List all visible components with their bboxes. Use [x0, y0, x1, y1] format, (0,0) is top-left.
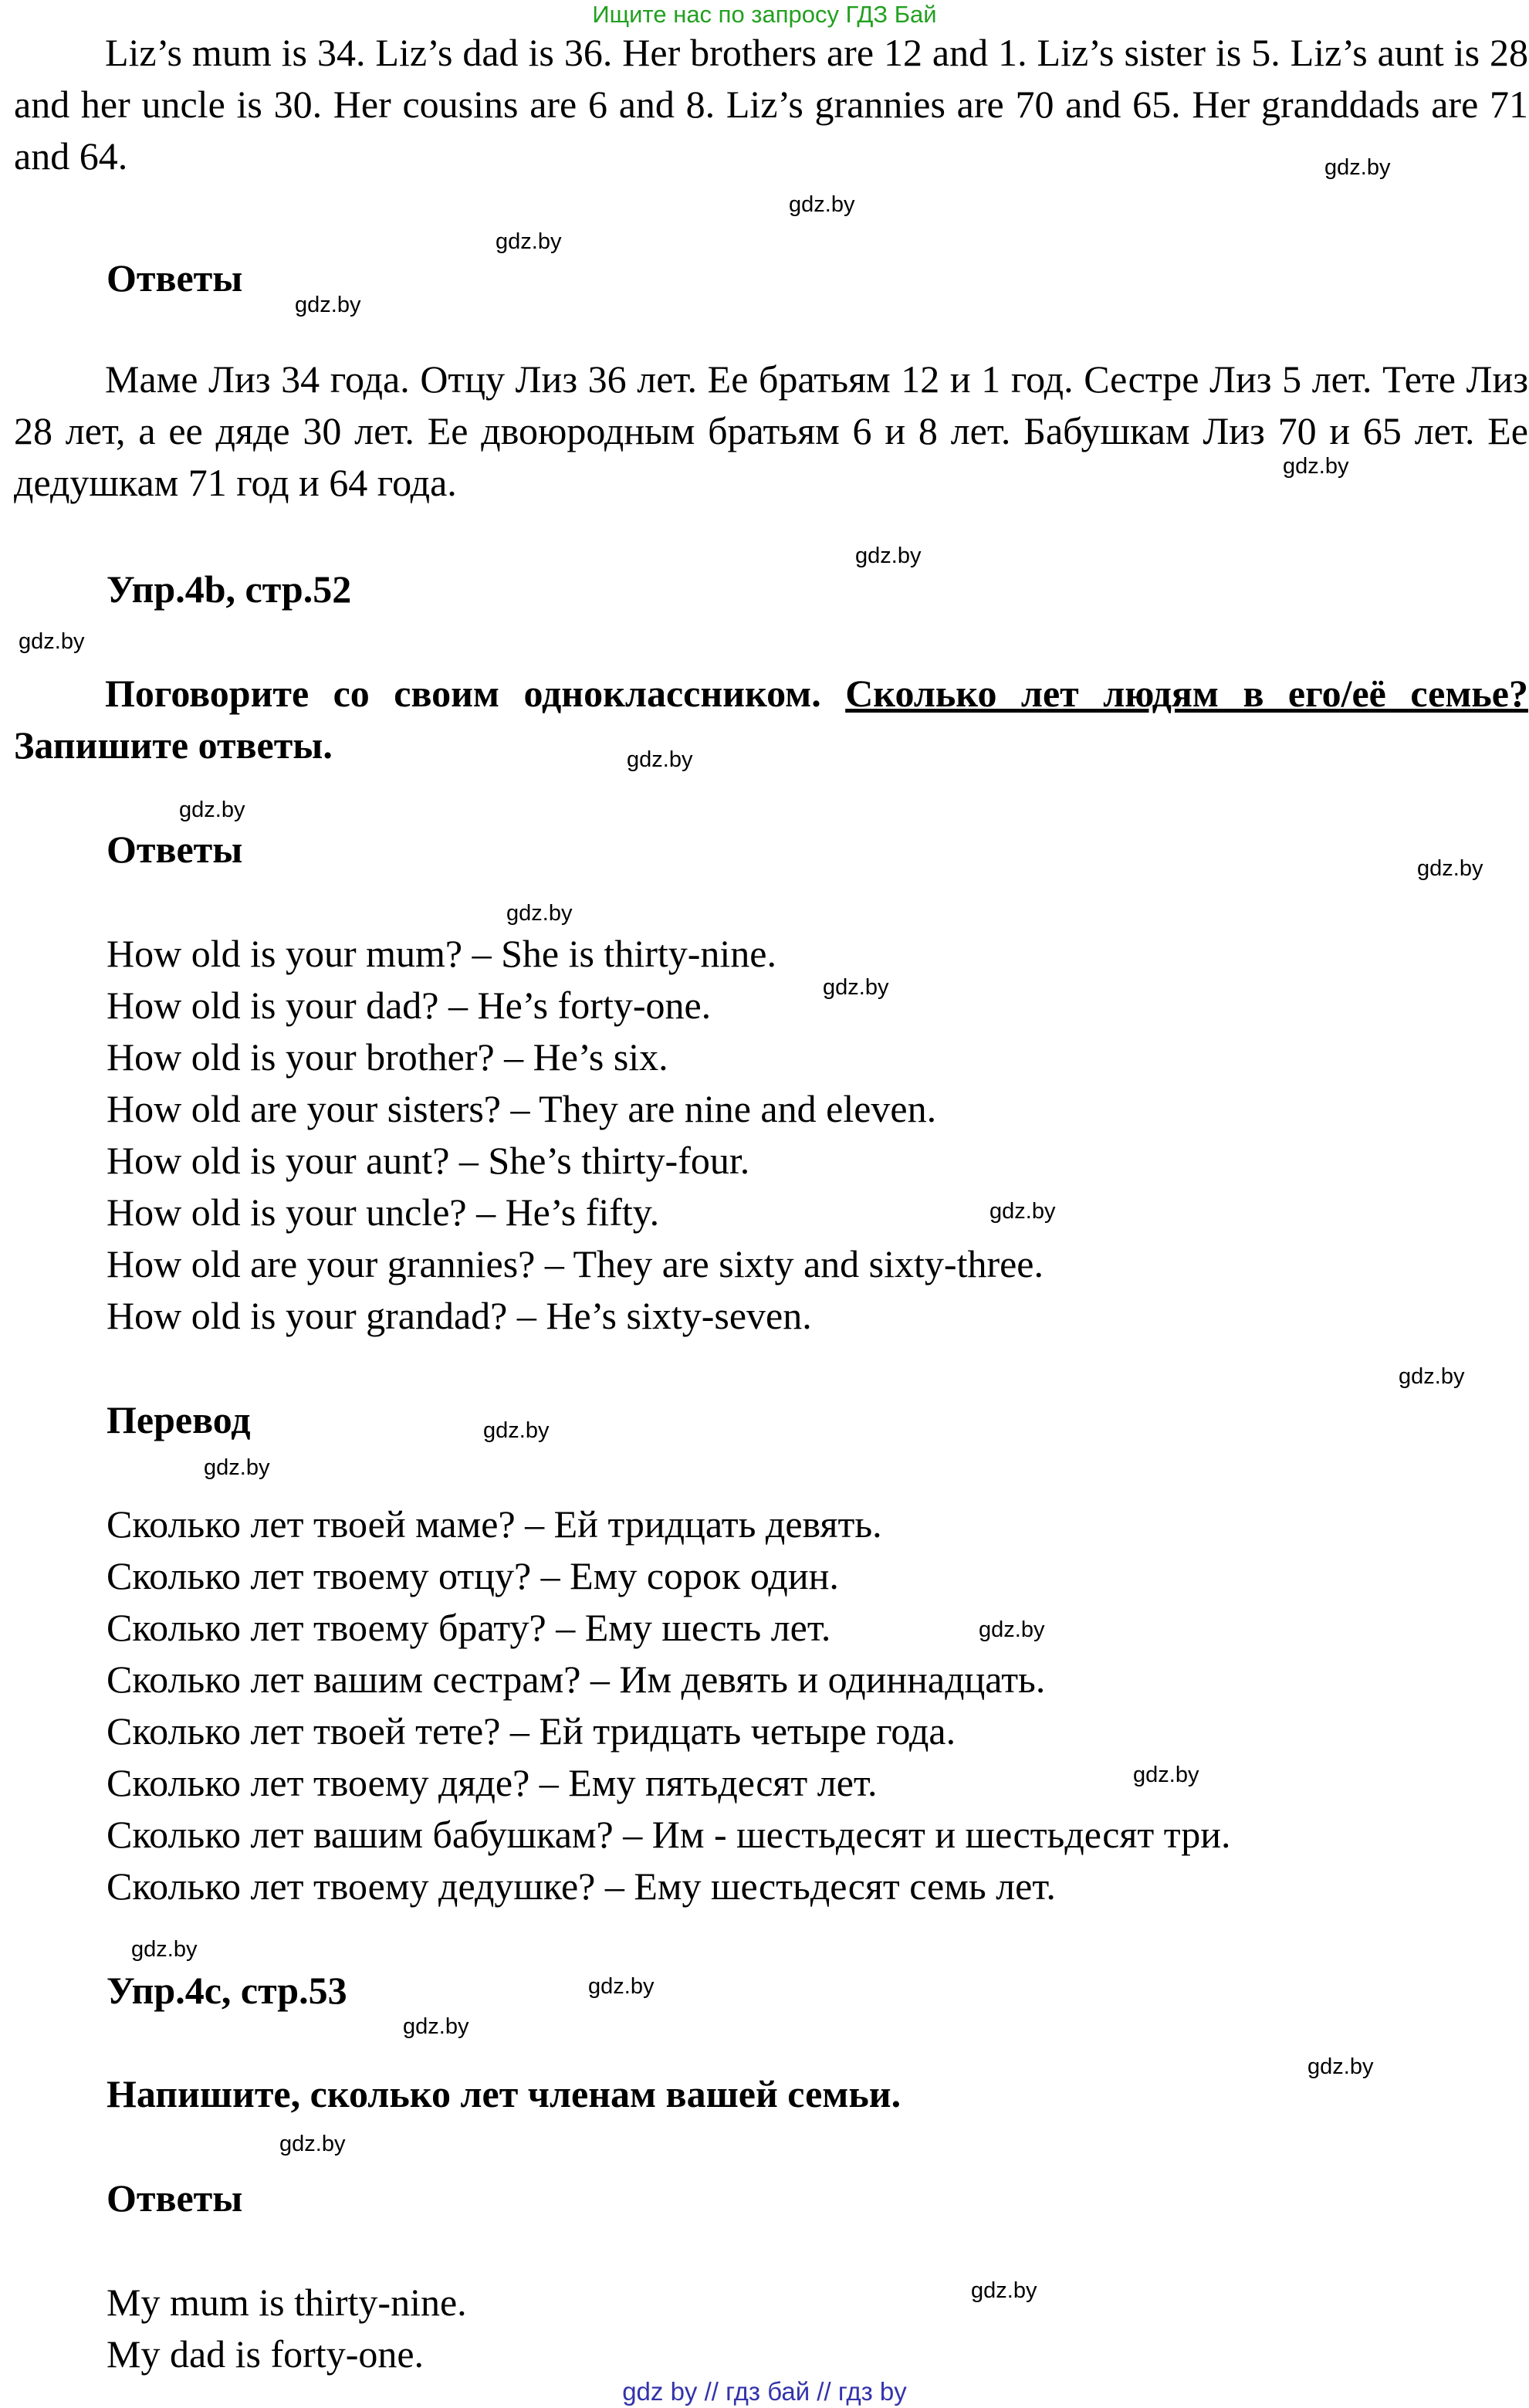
translation-line: Сколько лет твоей тете? – Ей тридцать четыре года. [107, 1709, 956, 1753]
liz-family-paragraph-ru: Маме Лиз 34 года. Отцу Лиз 36 лет. Ее братьям 12 и 1 год. Сестре Лиз 5 лет. Тете Лиз 28 лет, а ее дяде 30 лет. Ее двоюродным братьям 6 и 8 лет. Бабушкам Лиз 70 и 65 лет. Ее дедушкам 71 год и 64 года. [14, 357, 1528, 504]
watermark: gdz.by [496, 229, 562, 254]
answers-heading-1: Ответы [107, 256, 243, 300]
watermark: gdz.by [1324, 155, 1391, 180]
answer-line: How old is your uncle? – He’s fifty. [107, 1190, 660, 1234]
translation-line: Сколько лет твоему дяде? – Ему пятьдесят лет. [107, 1761, 878, 1804]
watermark: gdz.by [971, 2278, 1037, 2303]
watermark: gdz.by [1417, 856, 1483, 881]
watermark: gdz.by [279, 2132, 346, 2156]
translation-line: Сколько лет вашим бабушкам? – Им - шестьдесят и шестьдесят три. [107, 1813, 1231, 1856]
answer-line: My dad is forty-one. [107, 2332, 425, 2376]
translation-line: Сколько лет твоему дедушке? – Ему шестьдесят семь лет. [107, 1864, 1056, 1908]
watermark: gdz.by [1133, 1763, 1199, 1787]
translation-line: Сколько лет твоему брату? – Ему шесть лет. [107, 1606, 831, 1649]
watermark: gdz.by [855, 544, 922, 568]
answer-line: How old is your aunt? – She’s thirty-four. [107, 1139, 750, 1182]
exercise-4b-title: Упр.4b, стр.52 [107, 567, 352, 611]
answers-heading-3: Ответы [107, 2176, 243, 2220]
watermark: gdz.by [1399, 1364, 1465, 1389]
answer-line: How old are your sisters? – They are nine and eleven. [107, 1087, 937, 1130]
watermark: gdz.by [483, 1418, 550, 1443]
watermark: gdz.by [19, 629, 85, 654]
watermark: gdz.by [789, 192, 855, 217]
watermark: gdz.by [1307, 2054, 1374, 2079]
watermark: gdz.by [295, 293, 361, 317]
translation-line: Сколько лет вашим сестрам? – Им девять и одиннадцать. [107, 1658, 1046, 1701]
task-4b-tail: Запишите ответы. [14, 723, 333, 767]
translation-line: Сколько лет твоему отцу? – Ему сорок один. [107, 1554, 839, 1597]
task-4b-plain: Поговорите со своим одноклассником. [105, 672, 821, 715]
answers-heading-2: Ответы [107, 828, 243, 871]
answer-line: How old is your grandad? – He’s sixty-seven. [107, 1294, 812, 1337]
footer-links[interactable]: gdz by // гдз бай // гдз by [622, 2377, 907, 2406]
watermark: gdz.by [131, 1937, 198, 1962]
watermark: gdz.by [627, 747, 693, 772]
watermark: gdz.by [989, 1199, 1056, 1224]
answer-line: How old is your dad? – He’s forty-one. [107, 984, 712, 1027]
exercise-4b-task [14, 668, 1528, 771]
watermark: gdz.by [506, 901, 573, 926]
watermark: gdz.by [179, 798, 245, 822]
translation-line: Сколько лет твоей маме? – Ей тридцать девять. [107, 1502, 882, 1546]
exercise-4c-task: Напишите, сколько лет членам вашей семьи. [107, 2072, 902, 2115]
answer-line: How old is your mum? – She is thirty-nine. [107, 932, 776, 975]
watermark: gdz.by [823, 975, 889, 1000]
answer-line: How old is your brother? – He’s six. [107, 1035, 668, 1079]
answer-line: How old are your grannies? – They are sixty and sixty-three. [107, 1242, 1044, 1285]
task-4b-underlined: Сколько лет людям в его/её семье? [845, 672, 1529, 715]
liz-family-paragraph-en: Liz’s mum is 34. Liz’s dad is 36. Her brothers are 12 and 1. Liz’s sister is 5. Liz’s aunt is 28 and her uncle is 30. Her cousins are 6 and 8. Liz’s grannies are 70 and 65. Her granddads are 71 and 64. [14, 31, 1528, 178]
header-search-link[interactable]: Ищите нас по запросу ГДЗ Бай [592, 1, 937, 28]
watermark: gdz.by [204, 1455, 270, 1480]
watermark: gdz.by [403, 2014, 469, 2039]
exercise-4c-title: Упр.4c, стр.53 [107, 1969, 347, 2012]
answer-line: My mum is thirty-nine. [107, 2281, 467, 2324]
watermark: gdz.by [979, 1617, 1045, 1642]
watermark: gdz.by [1283, 454, 1349, 479]
translation-heading: Перевод [107, 1398, 251, 1441]
watermark: gdz.by [588, 1974, 655, 1999]
